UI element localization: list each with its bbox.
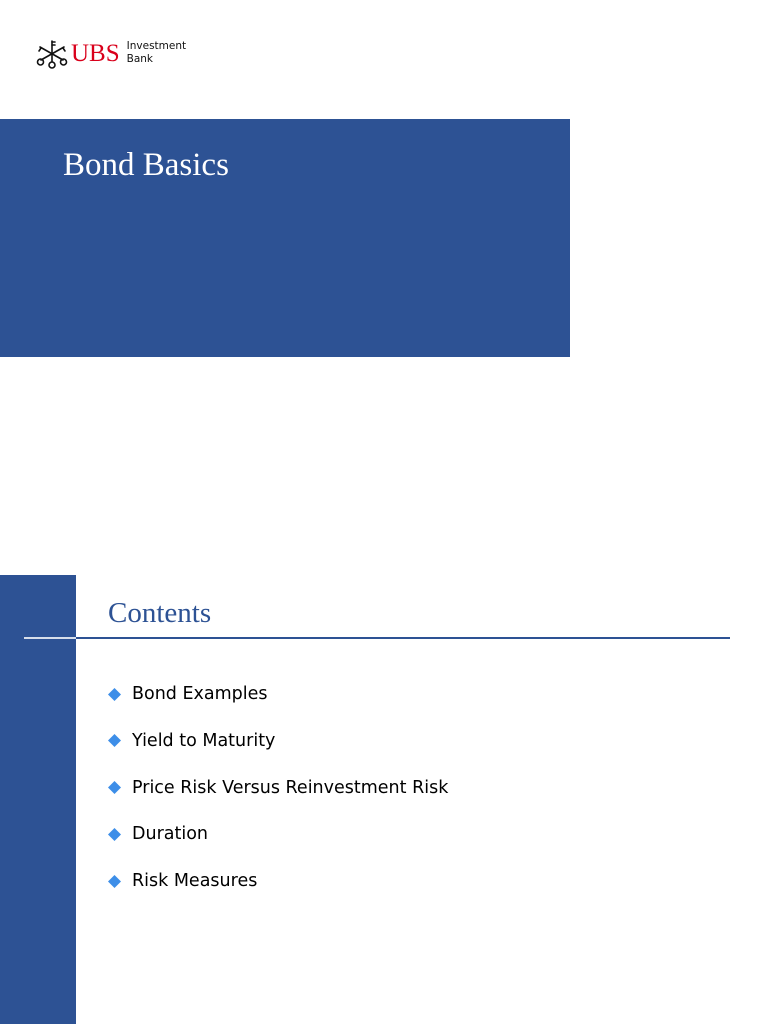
- logo-subtitle-line-1: Investment: [126, 40, 187, 52]
- list-item: [108, 680, 448, 708]
- list-item-label: Duration: [132, 824, 209, 845]
- list-item: [108, 774, 448, 802]
- diamond-bullet-icon: [108, 688, 121, 701]
- list-item-label: Price Risk Versus Reinvestment Risk: [132, 777, 449, 798]
- contents-heading: Contents: [108, 597, 212, 629]
- list-item-label: Risk Measures: [132, 871, 258, 892]
- heading-rule-light: [24, 637, 76, 639]
- logo-subtitle: [127, 40, 186, 66]
- list-item-label: Yield to Maturity: [132, 730, 276, 751]
- heading-rule: [76, 637, 730, 639]
- diamond-bullet-icon: [108, 875, 121, 888]
- ubs-logo: [36, 38, 186, 70]
- list-item: [108, 727, 448, 755]
- diamond-bullet-icon: [108, 828, 121, 841]
- diamond-bullet-icon: [108, 781, 121, 794]
- logo-brand-text: UBS: [71, 39, 120, 67]
- list-item-label: Bond Examples: [132, 684, 268, 704]
- page-title: Bond Basics: [63, 147, 229, 183]
- diamond-bullet-icon: [108, 734, 121, 747]
- contents-list: [108, 680, 448, 914]
- list-item: [108, 820, 448, 848]
- list-item: [108, 867, 448, 895]
- side-accent-bar: [0, 575, 76, 1024]
- ubs-keys-icon: [36, 38, 68, 70]
- logo-subtitle-line-2: Bank: [126, 53, 154, 65]
